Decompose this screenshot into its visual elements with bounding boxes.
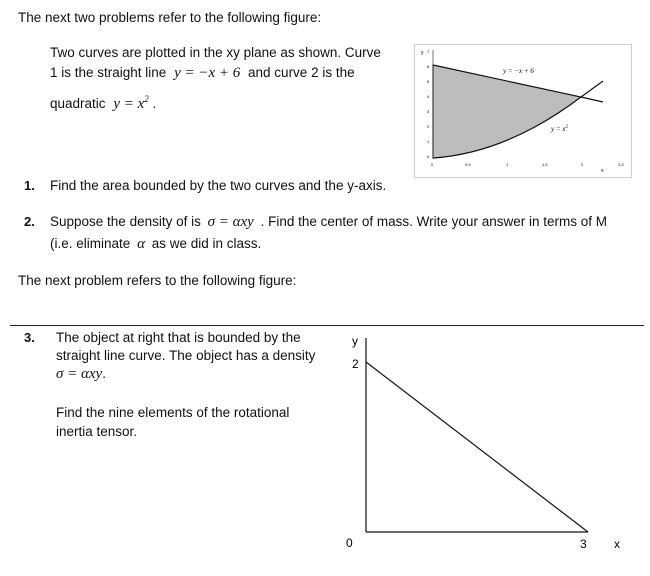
- problem-3-number: 3.: [24, 330, 35, 345]
- y-tick-7: 7: [427, 49, 430, 54]
- parabola-equation: [113, 96, 148, 112]
- problem-2-number: 2.: [24, 214, 35, 229]
- parabola-equation-exp: 2: [144, 94, 149, 104]
- figure-2-y-tick: 2: [352, 357, 359, 371]
- problem-3-line-1: The object at right that is bounded by the: [56, 330, 301, 345]
- x-axis-label: x: [601, 168, 604, 174]
- problem-2-text-b: . Find the center of mass. Write your answer in terms of M: [260, 214, 607, 229]
- x-tick-2: 2: [581, 162, 584, 167]
- problem-2-line-2-b: as we did in class.: [151, 236, 262, 251]
- problem-3-eq-end: .: [102, 366, 106, 381]
- y-tick-6: 6: [427, 64, 430, 69]
- line-curve-label: y = −x + 6: [503, 67, 534, 75]
- problem-3-line-4: Find the nine elements of the rotational: [56, 405, 290, 420]
- box-line-1: Two curves are plotted in the xy plane as shown. Curve: [50, 45, 381, 60]
- figure-2-hypotenuse: [366, 362, 588, 532]
- figure-1-frame: [414, 44, 632, 178]
- figure-2-triangle: [330, 328, 640, 560]
- problem-2-line-2: [50, 234, 261, 254]
- box-line-2-b: and curve 2 is the: [248, 65, 355, 80]
- alpha-symbol: α: [137, 236, 145, 252]
- y-axis-label: y: [421, 50, 424, 56]
- box-line-3-a: quadratic: [50, 96, 106, 111]
- problem-3-line-5: inertia tensor.: [56, 424, 138, 439]
- shaded-region: [433, 65, 581, 158]
- x-tick-2-5: 2.5: [618, 162, 624, 167]
- x-tick-0: 0: [431, 162, 434, 167]
- figure-2-x-tick: 3: [580, 537, 587, 551]
- problem-3-line-3: [56, 364, 106, 384]
- problem-3-density-equation: σ = αxy: [56, 366, 103, 382]
- line-equation: y = −x + 6: [174, 65, 241, 81]
- box-line-2: [50, 63, 355, 83]
- parabola-extension: [581, 81, 603, 97]
- figure-2-y-label: y: [352, 334, 358, 348]
- figure-2-origin: 0: [346, 536, 353, 550]
- intro-text-2: The next problem refers to the following figure:: [18, 273, 297, 288]
- y-tick-1: 1: [427, 139, 430, 144]
- density-equation: σ = αxy: [207, 214, 254, 230]
- box-line-2-a: 1 is the straight line: [50, 65, 167, 80]
- x-tick-0-5: 0.5: [465, 162, 471, 167]
- problem-2-line-2-a: (i.e. eliminate: [50, 236, 131, 251]
- box-line-3: [50, 89, 156, 114]
- problem-1-text: Find the area bounded by the two curves and the y-axis.: [50, 178, 387, 193]
- line-extension: [581, 97, 603, 102]
- problem-3-line-2: straight line curve. The object has a density: [56, 348, 316, 363]
- y-tick-2: 2: [427, 124, 430, 129]
- problem-1-number: 1.: [24, 178, 35, 193]
- intro-text-1: The next two problems refer to the following figure:: [18, 10, 322, 25]
- problem-2-text-a: Suppose the density of is: [50, 214, 201, 229]
- parabola-curve-label: [550, 125, 568, 133]
- y-tick-3: 3: [427, 109, 430, 114]
- x-tick-1-5: 1.5: [542, 162, 548, 167]
- parabola-curve-label-exp: 2: [565, 125, 568, 130]
- y-tick-0: 0: [427, 154, 430, 159]
- section-divider: [10, 325, 644, 326]
- problem-2-line-1: [50, 212, 607, 232]
- figure-2-x-label: x: [614, 537, 620, 551]
- parabola-equation-base: y = x: [113, 96, 145, 112]
- y-tick-4: 4: [427, 94, 430, 99]
- x-tick-1: 1: [506, 162, 509, 167]
- y-tick-5: 5: [427, 79, 430, 84]
- parabola-curve-label-base: y = x: [551, 125, 566, 133]
- figure-1-chart: [415, 45, 631, 177]
- box-line-3-b: .: [152, 96, 157, 111]
